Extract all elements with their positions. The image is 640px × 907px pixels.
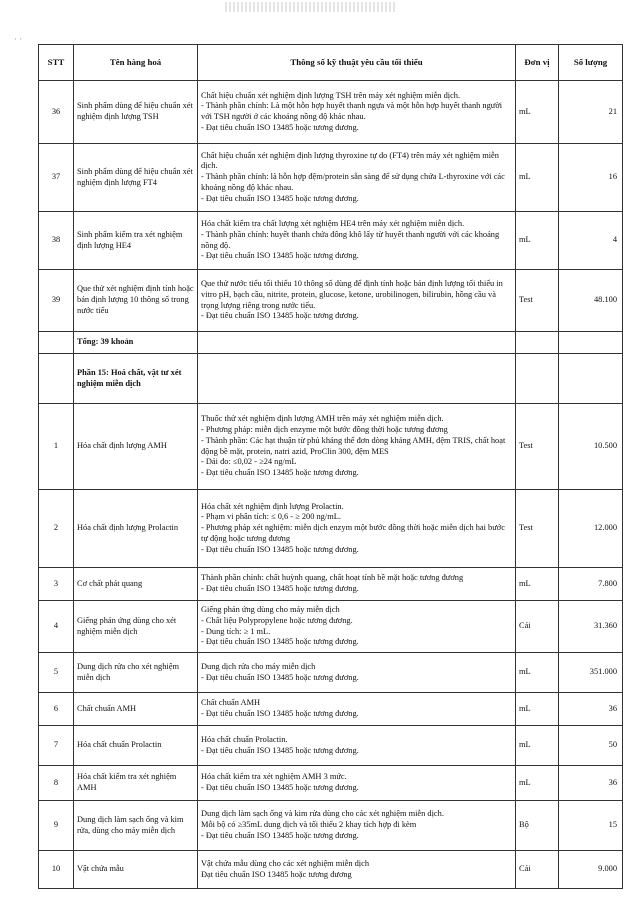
table-body-summary [39, 332, 623, 404]
total-spec-cell [198, 332, 516, 354]
total-qty-cell [559, 332, 623, 354]
item-name-cell: Sinh phẩm kiểm tra xét nghiệm định lượng HE4 [74, 212, 198, 270]
unit-cell: mL [516, 81, 559, 144]
spec-line: Chất hiệu chuẩn xét nghiệm định lượng thyroxine tự do (FT4) trên máy xét nghiệm miễn dịch. [201, 150, 499, 171]
table-row [39, 766, 623, 801]
spec-line: - Thành phần chính: là hỗn hợp đệm/protein sẵn sàng để sử dụng chứa L-thyroxine với các khoảng nồng độ khác nhau. [201, 172, 505, 192]
header-qty: Số lượng [559, 45, 623, 81]
item-name-cell: Hóa chất chuẩn Prolactin [74, 726, 198, 766]
table-row [39, 81, 623, 144]
spec-line: - Dải đo: ≤0,02 - ≥24 ng/mL [201, 457, 297, 467]
stt-cell: 8 [39, 766, 74, 801]
spec-line: Hóa chất chuẩn Prolactin. [201, 734, 288, 744]
quantity-cell: 12.000 [559, 490, 623, 568]
section-qty-cell [559, 354, 623, 404]
quantity-cell: 50 [559, 726, 623, 766]
spec-cell [198, 568, 516, 601]
spec-cell [198, 404, 516, 490]
spec-line: - Đạt tiêu chuẩn ISO 13485 hoặc tương đương. [201, 544, 359, 554]
spec-line: Hóa chất xét nghiệm định lượng Prolactin. [201, 501, 344, 511]
section-unit-cell [516, 354, 559, 404]
spec-cell [198, 212, 516, 270]
total-stt-cell [39, 332, 74, 354]
unit-cell: mL [516, 766, 559, 801]
stt-cell: 39 [39, 270, 74, 332]
stt-cell: 3 [39, 568, 74, 601]
spec-line: Mỗi bộ có ≥35mL dung dịch và tối thiểu 2 khay tích hợp đi kèm [201, 820, 417, 830]
total-label: Tổng: 39 khoản [74, 332, 198, 354]
unit-cell: mL [516, 212, 559, 270]
quantity-cell: 9.000 [559, 851, 623, 889]
spec-line: - Thành phần: Các hạt thuận từ phủ kháng thể đơn dòng kháng AMH, đệm TRIS, chất hoạt động bề mặt, protein, natri azid, ProClin 300, đệm MES [201, 435, 506, 456]
item-name-cell: Cơ chất phát quang [74, 568, 198, 601]
spec-cell [198, 693, 516, 726]
section-stt-cell [39, 354, 74, 404]
spec-line: - Đạt tiêu chuẩn ISO 13485 hoặc tương đương. [201, 584, 359, 593]
spec-line: Chất chuẩn AMH [201, 698, 261, 708]
item-name-cell: Hóa chất định lượng Prolactin [74, 490, 198, 568]
stt-cell: 5 [39, 653, 74, 693]
spec-cell [198, 801, 516, 851]
header-unit: Đơn vị [516, 45, 559, 81]
item-name-cell: Dung dịch rửa cho xét nghiệm miễn dịch [74, 653, 198, 693]
unit-cell: Bộ [516, 801, 559, 851]
spec-line: Chất hiệu chuẩn xét nghiệm định lượng TSH trên máy xét nghiệm miễn dịch. [201, 90, 461, 100]
quantity-cell: 36 [559, 766, 623, 801]
unit-cell: Test [516, 270, 559, 332]
table-row [39, 693, 623, 726]
item-name-cell: Dung dịch làm sạch ống và kim rửa, dùng cho máy miễn dịch [74, 801, 198, 851]
unit-cell: mL [516, 726, 559, 766]
unit-cell: Test [516, 490, 559, 568]
unit-cell: Test [516, 404, 559, 490]
table-body-part-15 [39, 404, 623, 889]
unit-cell: Cái [516, 851, 559, 889]
header-stt: STT [39, 45, 74, 81]
quantity-cell: 15 [559, 801, 623, 851]
stt-cell: 6 [39, 693, 74, 726]
stt-cell: 7 [39, 726, 74, 766]
table-row [39, 653, 623, 693]
spec-line: - Chất liệu Polypropylene hoặc tương đương. [201, 615, 353, 625]
procurement-table [38, 44, 623, 889]
unit-cell: mL [516, 568, 559, 601]
spec-line: - Đạt tiêu chuẩn ISO 13485 hoặc tương đương. [201, 709, 359, 718]
quantity-cell: 4 [559, 212, 623, 270]
stt-cell: 2 [39, 490, 74, 568]
spec-line: - Đạt tiêu chuẩn ISO 13485 hoặc tương đương. [201, 672, 359, 682]
spec-line: Hóa chất kiểm tra chất lượng xét nghiệm HE4 trên máy xét nghiệm miễn dịch. [201, 219, 465, 228]
spec-cell [198, 851, 516, 889]
table-header-row [39, 45, 623, 81]
spec-line: Hóa chất kiểm tra xét nghiệm AMH 3 mức. [201, 772, 347, 782]
table-row [39, 144, 623, 212]
spec-line: Thuốc thử xét nghiệm định lượng AMH trên máy xét nghiệm miễn dịch. [201, 414, 444, 424]
spec-cell [198, 601, 516, 653]
spec-cell [198, 270, 516, 332]
table-row [39, 568, 623, 601]
quantity-cell: 7.800 [559, 568, 623, 601]
spec-line: Đạt tiêu chuẩn ISO 13485 hoặc tương đương [201, 869, 352, 879]
item-name-cell: Vật chứa mẫu [74, 851, 198, 889]
item-name-cell: Hóa chất kiểm tra xét nghiệm AMH [74, 766, 198, 801]
unit-cell: mL [516, 693, 559, 726]
spec-line: - Dung tích: ≥ 1 mL. [201, 626, 271, 636]
spec-line: Thành phần chính: chất huỳnh quang, chất hoạt tính bề mặt hoặc tương đương [201, 573, 464, 583]
spec-line: - Đạt tiêu chuẩn ISO 13485 hoặc tương đương. [201, 251, 359, 261]
spec-cell [198, 766, 516, 801]
spec-line: - Đạt tiêu chuẩn ISO 13485 hoặc tương đương. [201, 468, 359, 477]
spec-line: - Đạt tiêu chuẩn ISO 13485 hoặc tương đương. [201, 745, 359, 755]
spec-line: - Thành phần chính: Là một hỗn hợp huyết thanh ngựa và một hỗn hợp huyết thanh người với TSH người ở các khoảng nồng độ khác nhau. [201, 101, 503, 121]
table-body-previous-part [39, 81, 623, 332]
spec-cell [198, 653, 516, 693]
spec-line: - Đạt tiêu chuẩn ISO 13485 hoặc tương đương. [201, 783, 359, 792]
stt-cell: 36 [39, 81, 74, 144]
item-name-cell: Sinh phẩm dùng để hiệu chuẩn xét nghiệm định lượng TSH [74, 81, 198, 144]
section-spec-cell [198, 354, 516, 404]
header-name: Tên hàng hoá [74, 45, 198, 81]
table-row [39, 212, 623, 270]
header-spec: Thông số kỹ thuật yêu cầu tối thiểu [198, 45, 516, 81]
quantity-cell: 48.100 [559, 270, 623, 332]
spec-cell [198, 81, 516, 144]
scan-artifact [225, 2, 395, 12]
item-name-cell: Que thử xét nghiệm định tính hoặc bán định lượng 10 thông số trong nước tiểu [74, 270, 198, 332]
item-name-cell: Chất chuẩn AMH [74, 693, 198, 726]
spec-cell [198, 726, 516, 766]
quantity-cell: 31.360 [559, 601, 623, 653]
stt-cell: 1 [39, 404, 74, 490]
spec-cell [198, 490, 516, 568]
spec-line: - Đạt tiêu chuẩn ISO 13485 hoặc tương đương. [201, 193, 359, 203]
stt-cell: 4 [39, 601, 74, 653]
spec-cell [198, 144, 516, 212]
quantity-cell: 10.500 [559, 404, 623, 490]
quantity-cell: 36 [559, 693, 623, 726]
table-row [39, 801, 623, 851]
item-name-cell: Sinh phẩm dùng để hiệu chuẩn xét nghiệm định lượng FT4 [74, 144, 198, 212]
stt-cell: 9 [39, 801, 74, 851]
section-label: Phần 15: Hoá chất, vật tư xét nghiệm miễn dịch [74, 354, 198, 404]
spec-line: - Đạt tiêu chuẩn ISO 13485 hoặc tương đương. [201, 122, 359, 132]
stt-cell: 37 [39, 144, 74, 212]
spec-line: - Phương pháp: miễn dịch enzyme một bước đồng thời hoặc tương đương [201, 425, 448, 434]
section-row [39, 354, 623, 404]
spec-line: Giếng phản ứng dùng cho máy miễn dịch [201, 605, 340, 614]
table-row [39, 726, 623, 766]
table-row [39, 851, 623, 889]
quantity-cell: 21 [559, 81, 623, 144]
unit-cell: mL [516, 653, 559, 693]
total-row [39, 332, 623, 354]
total-unit-cell [516, 332, 559, 354]
spec-line: Dung dịch rửa cho máy miễn dịch [201, 661, 316, 671]
spec-line: Que thử nước tiểu tối thiểu 10 thông số dùng để định tính hoặc bán định lượng tối thiểu in vitro pH, bạch cầu, nitrite, protein, glucose, ketone, urobilinogen, bilirubin, hồng cầu và trọng lượng riêng trong nước tiểu. [201, 279, 503, 310]
spec-line: - Đạt tiêu chuẩn ISO 13485 hoặc tương đương. [201, 637, 359, 647]
table-row [39, 601, 623, 653]
spec-line: - Phạm vi phân tích: ≤ 0,6 - ≥ 200 ng/mL. [201, 512, 341, 522]
unit-cell: Cái [516, 601, 559, 653]
spec-line: - Đạt tiêu chuẩn ISO 13485 hoặc tương đương. [201, 830, 359, 840]
table-row [39, 270, 623, 332]
table-row [39, 404, 623, 490]
unit-cell: mL [516, 144, 559, 212]
spec-line: - Phương pháp xét nghiệm: miễn dịch enzym một bước đồng thời hoặc miễn dịch hai bước tự động hoặc tương đương [201, 523, 505, 543]
spec-line: - Thành phần chính: huyết thanh chứa đông khô lấy từ huyết thanh người với các khoảng nồng độ. [201, 229, 500, 250]
table-row [39, 490, 623, 568]
spec-line: Vật chứa mẫu dùng cho các xét nghiệm miễn dịch [201, 858, 370, 868]
stt-cell: 10 [39, 851, 74, 889]
spec-line: - Đạt tiêu chuẩn ISO 13485 hoặc tương đương. [201, 311, 359, 321]
scan-dots: · · [14, 34, 23, 44]
spec-line: Dung dịch làm sạch ống và kim rửa dùng cho các xét nghiệm miễn dịch. [201, 809, 444, 819]
quantity-cell: 16 [559, 144, 623, 212]
stt-cell: 38 [39, 212, 74, 270]
item-name-cell: Hóa chất định lượng AMH [74, 404, 198, 490]
quantity-cell: 351.000 [559, 653, 623, 693]
item-name-cell: Giếng phản ứng dùng cho xét nghiệm miễn dịch [74, 601, 198, 653]
